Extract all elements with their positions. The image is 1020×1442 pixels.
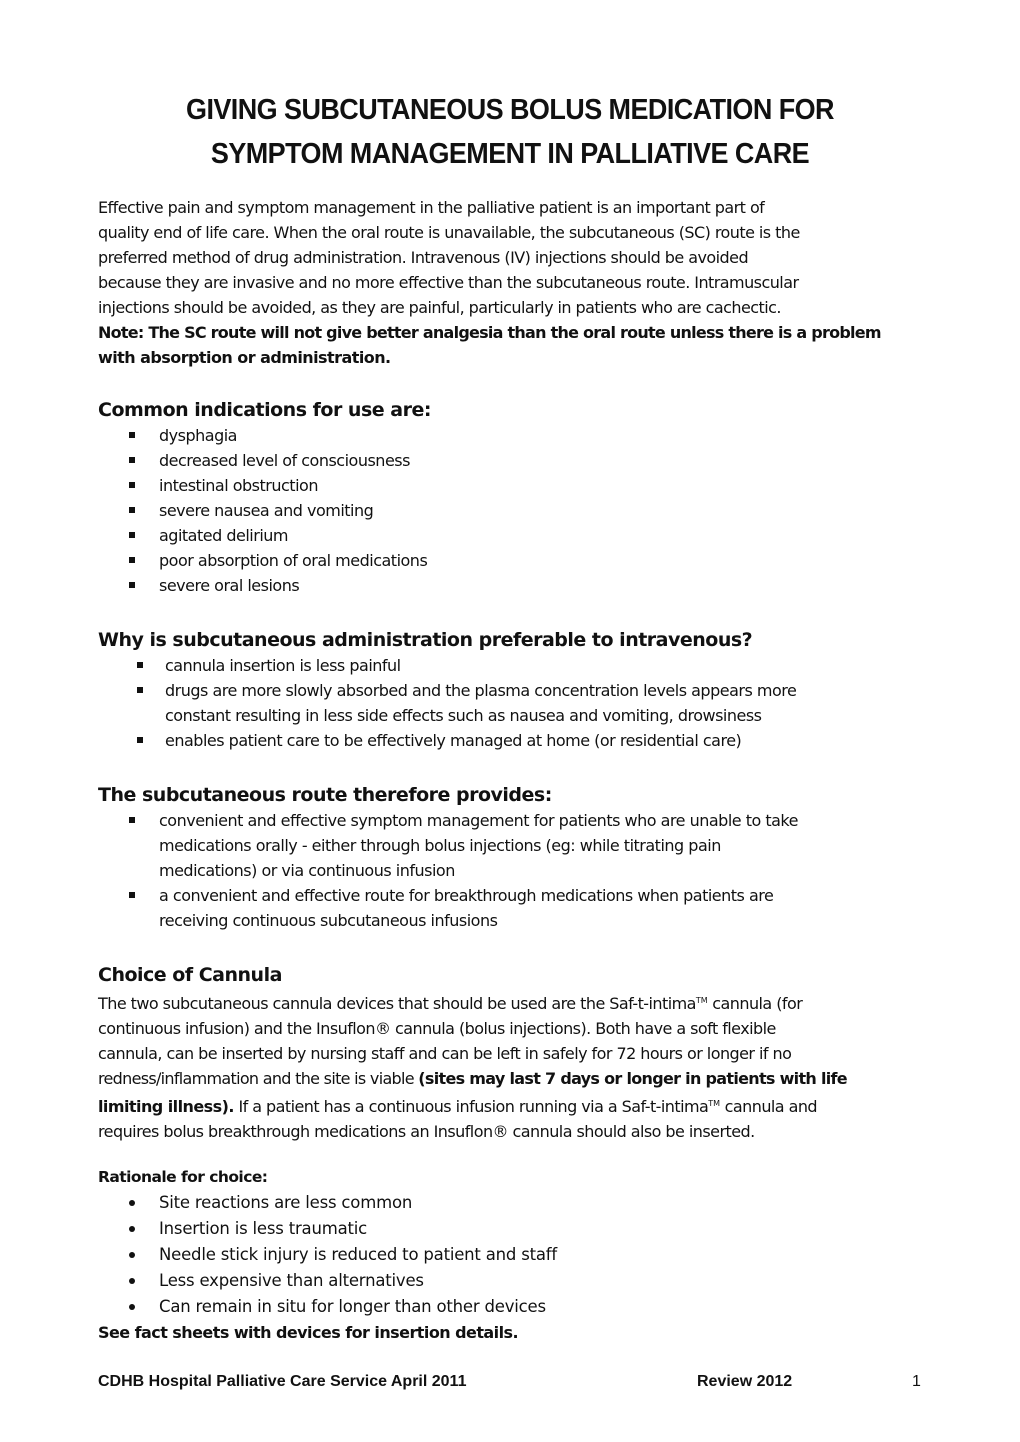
square-bullet-icon: [129, 892, 135, 898]
rationale-heading: Rationale for choice:: [98, 1168, 268, 1186]
round-bullet-icon: [129, 1200, 135, 1206]
list-item: [98, 1242, 928, 1268]
cannula-line: continuous infusion) and the Insuflon® cannula (bolus injections). Both have a soft flexible: [98, 1019, 776, 1038]
list-item-text: Less expensive than alternatives: [159, 1271, 424, 1290]
list-item: [98, 523, 928, 548]
list-item: [98, 423, 928, 448]
footer-service: CDHB Hospital Palliative Care Service April 2011: [98, 1373, 467, 1390]
list-item: [98, 1294, 928, 1320]
list-item: [98, 1268, 928, 1294]
provides-section: [98, 782, 928, 933]
list-item: [98, 728, 928, 753]
cannula-text: cannula (for: [707, 994, 803, 1013]
page-number: 1: [912, 1373, 921, 1390]
rationale-list: [98, 1190, 928, 1320]
square-bullet-icon: [129, 507, 135, 513]
cannula-line: [98, 1066, 928, 1091]
cannula-line: [98, 988, 928, 1016]
square-bullet-icon: [129, 532, 135, 538]
why-list: [98, 653, 928, 753]
round-bullet-icon: [129, 1278, 135, 1284]
square-bullet-icon: [137, 737, 143, 743]
list-item: [98, 678, 928, 728]
square-bullet-icon: [129, 432, 135, 438]
cannula-heading: Choice of Cannula: [98, 964, 282, 986]
cannula-line: requires bolus breakthrough medications an Insuflon® cannula should also be inserted.: [98, 1122, 755, 1141]
round-bullet-icon: [129, 1252, 135, 1258]
round-bullet-icon: [129, 1304, 135, 1310]
cannula-section: [98, 962, 928, 1144]
cannula-emphasis: (sites may last 7 days or longer in patients with life: [418, 1069, 847, 1088]
list-item: [98, 1190, 928, 1216]
cannula-text: The two subcutaneous cannula devices that should be used are the Saf-t-intima: [98, 994, 696, 1013]
trademark-mark: TM: [708, 1099, 721, 1108]
list-item: [98, 448, 928, 473]
list-item-text: enables patient care to be effectively managed at home (or residential care): [165, 731, 742, 750]
why-heading: Why is subcutaneous administration preferable to intravenous?: [98, 629, 753, 651]
list-item: [98, 1216, 928, 1242]
list-item-text: receiving continuous subcutaneous infusions: [159, 911, 498, 930]
round-bullet-icon: [129, 1226, 135, 1232]
list-item: [98, 573, 928, 598]
list-item-text: Can remain in situ for longer than other devices: [159, 1297, 546, 1316]
square-bullet-icon: [129, 482, 135, 488]
square-bullet-icon: [129, 582, 135, 588]
cannula-emphasis: limiting illness).: [98, 1097, 234, 1116]
list-item: [98, 883, 928, 933]
indications-list: [98, 423, 928, 598]
square-bullet-icon: [129, 457, 135, 463]
provides-heading: The subcutaneous route therefore provides:: [98, 784, 552, 806]
fact-sheet-note: See fact sheets with devices for insertion details.: [98, 1323, 519, 1342]
list-item-text: Needle stick injury is reduced to patient and staff: [159, 1245, 558, 1264]
intro-note-line: with absorption or administration.: [98, 348, 391, 367]
intro-paragraph: [98, 195, 928, 370]
list-item-text: a convenient and effective route for breakthrough medications when patients are: [159, 886, 774, 905]
cannula-line: cannula, can be inserted by nursing staff and can be left in safely for 72 hours or longer if no: [98, 1044, 792, 1063]
list-item-text: Insertion is less traumatic: [159, 1219, 368, 1238]
list-item-text: Site reactions are less common: [159, 1193, 413, 1212]
cannula-text: cannula and: [720, 1097, 818, 1116]
list-item-text: medications) or via continuous infusion: [159, 861, 455, 880]
trademark-mark: TM: [695, 996, 708, 1005]
cannula-text: If a patient has a continuous infusion running via a Saf-t-intima: [233, 1097, 709, 1116]
intro-line: injections should be avoided, as they are painful, particularly in patients who are cachectic.: [98, 298, 781, 317]
list-item: [98, 498, 928, 523]
indications-heading: Common indications for use are:: [98, 399, 431, 421]
square-bullet-icon: [129, 817, 135, 823]
list-item-text: drugs are more slowly absorbed and the plasma concentration levels appears more: [165, 681, 797, 700]
square-bullet-icon: [129, 557, 135, 563]
provides-list: [98, 808, 928, 933]
intro-line: because they are invasive and no more effective than the subcutaneous route. Intramuscular: [98, 273, 799, 292]
list-item-text: medications orally - either through bolus injections (eg: while titrating pain: [159, 836, 721, 855]
footer-review: Review 2012: [697, 1373, 793, 1390]
cannula-text: redness/inflammation and the site is viable: [98, 1069, 419, 1088]
cannula-line: [98, 1091, 928, 1119]
list-item-text: severe oral lesions: [159, 576, 300, 595]
list-item: [98, 653, 928, 678]
rationale-section: [98, 1165, 928, 1345]
intro-line: quality end of life care. When the oral route is unavailable, the subcutaneous (SC) route is the: [98, 223, 800, 242]
list-item-text: dysphagia: [159, 426, 237, 445]
list-item-text: cannula insertion is less painful: [165, 656, 401, 675]
list-item-text: intestinal obstruction: [159, 476, 318, 495]
list-item-text: convenient and effective symptom management for patients who are unable to take: [159, 811, 798, 830]
title-line-2: SYMPTOM MANAGEMENT IN PALLIATIVE CARE: [210, 138, 810, 170]
list-item: [98, 548, 928, 573]
list-item: [98, 473, 928, 498]
intro-line: Effective pain and symptom management in the palliative patient is an important part of: [98, 198, 765, 217]
indications-section: [98, 397, 928, 598]
list-item-text: agitated delirium: [159, 526, 288, 545]
list-item-text: decreased level of consciousness: [159, 451, 410, 470]
intro-note-line: Note: The SC route will not give better analgesia than the oral route unless there is a problem: [98, 323, 881, 342]
document-title: [36, 88, 985, 176]
intro-line: preferred method of drug administration. Intravenous (IV) injections should be avoided: [98, 248, 749, 267]
square-bullet-icon: [137, 687, 143, 693]
square-bullet-icon: [137, 662, 143, 668]
title-line-1: GIVING SUBCUTANEOUS BOLUS MEDICATION FOR: [186, 94, 834, 126]
list-item-text: severe nausea and vomiting: [159, 501, 374, 520]
list-item-text: poor absorption of oral medications: [159, 551, 428, 570]
why-section: [98, 627, 928, 753]
list-item-text: constant resulting in less side effects such as nausea and vomiting, drowsiness: [165, 706, 762, 725]
list-item: [98, 808, 928, 883]
